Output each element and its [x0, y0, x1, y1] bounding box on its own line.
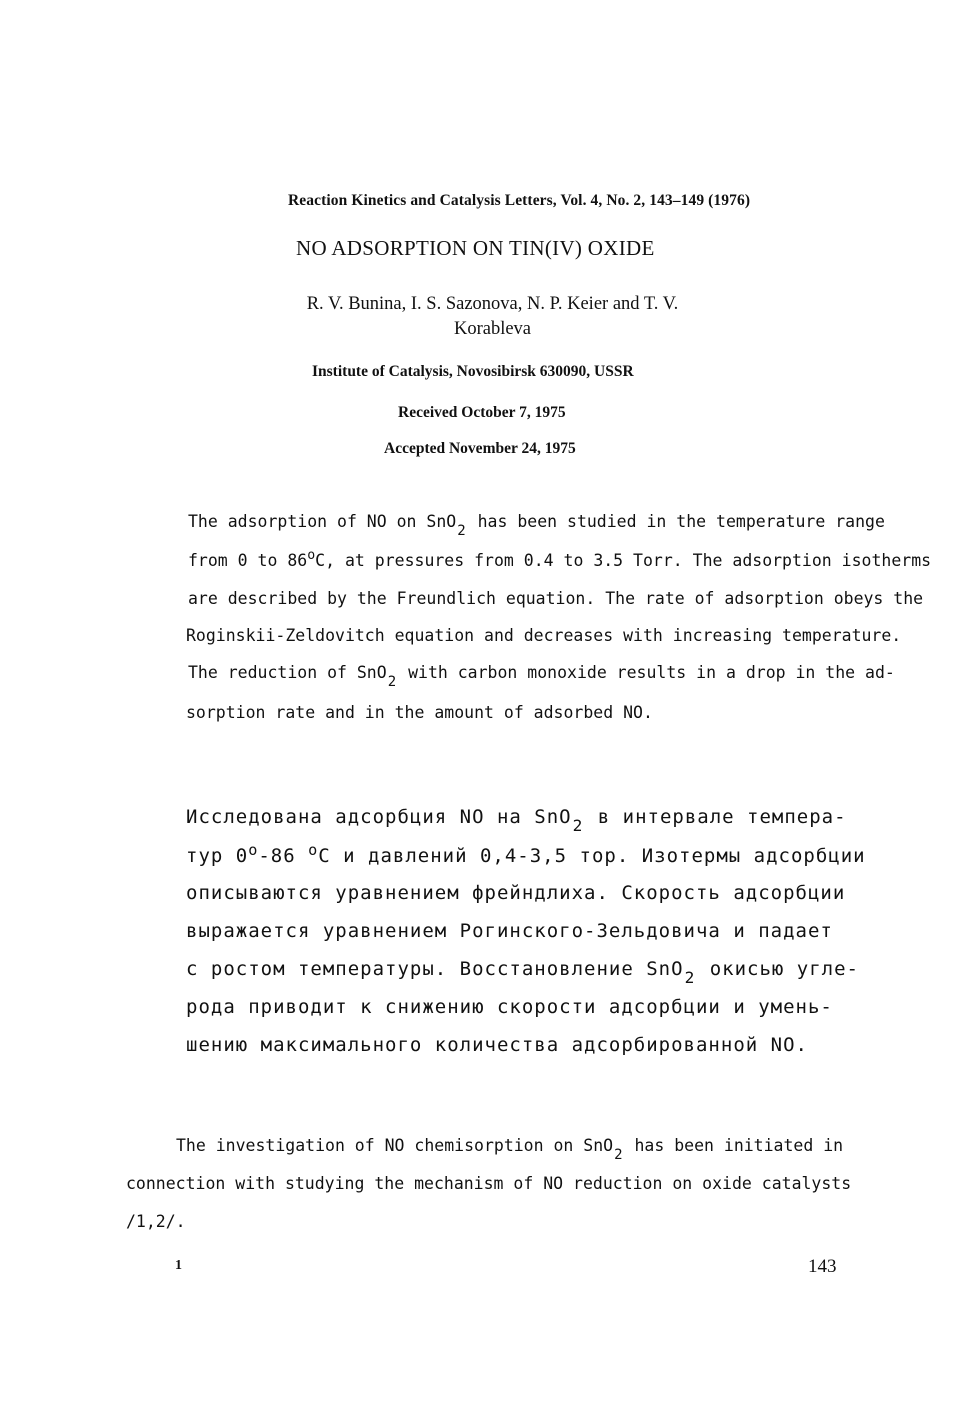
abstract-en-line-5: The reduction of SnO$_2$ with carbon monoxide results in a drop in the ad-	[188, 663, 895, 690]
body-line-3: /1,2/.	[126, 1212, 186, 1231]
abstract-ru-line-4: выражается уравнением Рогинского-Зельдовича и падает	[186, 920, 833, 942]
journal-citation: Reaction Kinetics and Catalysis Letters, Vol. 4, No. 2, 143–149 (1976)	[288, 192, 751, 209]
body-line-2: connection with studying the mechanism of NO reduction on oxide catalysts	[126, 1174, 852, 1193]
abstract-en-line-2: from 0 to 86$^o$C, at pressures from 0.4 to 3.5 Torr. The adsorption isotherms	[188, 548, 932, 570]
received-date: Received October 7, 1975	[398, 404, 566, 421]
institute: Institute of Catalysis, Novosibirsk 630090, USSR	[312, 363, 634, 380]
paper-title: NO ADSORPTION ON TIN(IV) OXIDE	[296, 236, 655, 260]
authors: R. V. Bunina, I. S. Sazonova, N. P. Keier and T. V. Korableva	[306, 294, 679, 339]
abstract-ru-line-2: тур $0^о-86$ $^о$С и давлений 0,4-3,5 тор. Изотермы адсорбции	[186, 841, 866, 867]
accepted-date: Accepted November 24, 1975	[384, 440, 576, 457]
abstract-en-line-4: Roginskii-Zeldovitch equation and decreases with increasing temperature.	[186, 626, 902, 645]
abstract-en-line-3: are described by the Freundlich equation. The rate of adsorption obeys the	[188, 589, 924, 608]
abstract-ru-line-7: шению максимального количества адсорбированной NO.	[186, 1034, 808, 1056]
abstract-ru-line-1: Исследована адсорбция NO на SnO$_2$ в интервале темпера-	[186, 806, 847, 835]
abstract-en-line-1: The adsorption of NO on SnO$_2$ has been studied in the temperature range	[188, 512, 885, 539]
abstract-ru-line-5: с ростом температуры. Восстановление SnO$_2$ окисью угле-	[186, 958, 859, 987]
signature-mark: 1	[175, 1258, 182, 1273]
abstract-ru-line-3: описываются уравнением фрейндлиха. Скорость адсорбции	[186, 882, 846, 904]
page-number: 143	[808, 1256, 837, 1277]
abstract-en-line-6: sorption rate and in the amount of adsorbed NO.	[186, 703, 653, 722]
abstract-ru-line-6: рода приводит к снижению скорости адсорбции и умень-	[186, 996, 833, 1018]
body-line-1: The investigation of NO chemisorption on SnO$_2$ has been initiated in	[176, 1136, 844, 1163]
